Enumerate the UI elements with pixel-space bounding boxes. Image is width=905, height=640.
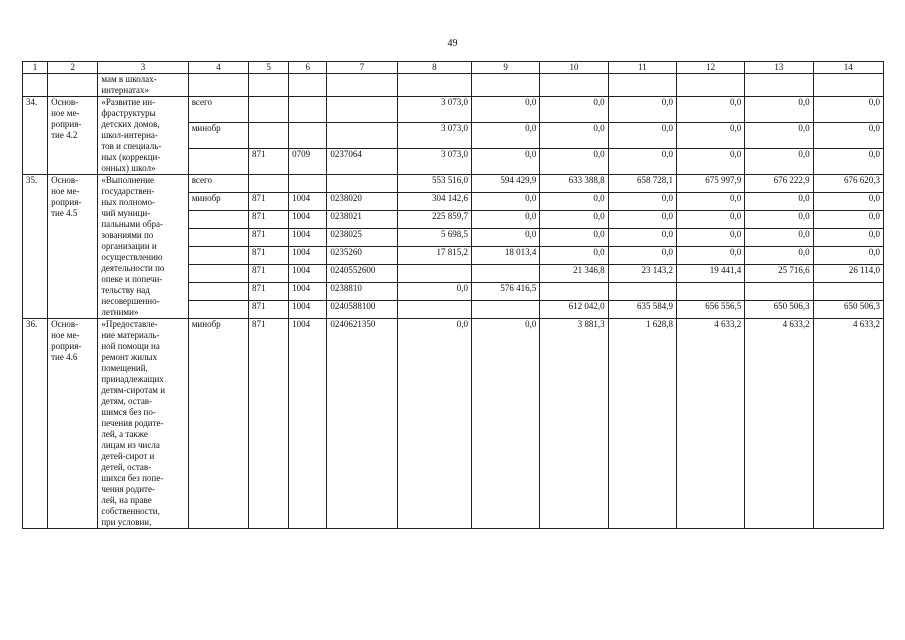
cell-col-10: 633 388,8 — [540, 175, 608, 193]
text-line: организации и — [101, 241, 157, 251]
cell-col-7: 0238810 — [327, 283, 397, 301]
cell-col-5: 871 — [249, 301, 289, 319]
column-number-9: 9 — [472, 62, 540, 74]
cell-col-13: 0,0 — [745, 229, 813, 247]
text-line: «Предоставле- — [101, 319, 158, 329]
cell-col-11: 658 728,1 — [608, 175, 676, 193]
cell-col-7: 0240588100 — [327, 301, 397, 319]
event-description — [98, 97, 188, 175]
cell-col-4 — [188, 247, 248, 265]
empty-cell — [472, 74, 540, 97]
table-row — [23, 175, 884, 193]
cell-col-6: 1004 — [289, 193, 327, 211]
cell-col-9: 0,0 — [472, 123, 540, 149]
cell-col-9 — [472, 301, 540, 319]
text-line: пальными обра- — [101, 219, 164, 229]
cell-col-10: 0,0 — [540, 97, 608, 123]
cell-col-9: 594 429,9 — [472, 175, 540, 193]
cell-col-8: 3 073,0 — [397, 149, 471, 175]
cell-col-12: 656 556,5 — [676, 301, 744, 319]
cell-col-12: 0,0 — [676, 149, 744, 175]
text-line: ных полномо- — [101, 197, 155, 207]
cell-col-11 — [608, 283, 676, 301]
cell-col-9: 0,0 — [472, 97, 540, 123]
cell-col-14: 650 506,3 — [813, 301, 883, 319]
text-line: «Развитие ин- — [101, 97, 156, 107]
column-number-5: 5 — [249, 62, 289, 74]
cell-col-5 — [249, 175, 289, 193]
cell-col-4 — [188, 301, 248, 319]
text-line: печения родите- — [101, 418, 164, 428]
cell-col-10: 612 042,0 — [540, 301, 608, 319]
cell-col-11: 635 584,9 — [608, 301, 676, 319]
cell-col-6 — [289, 175, 327, 193]
text-line: онных) школ» — [101, 163, 156, 173]
column-number-7: 7 — [327, 62, 397, 74]
column-number-13: 13 — [745, 62, 813, 74]
text-line: лицам из числа — [101, 440, 160, 450]
cell-col-4: минобр — [188, 319, 248, 529]
text-line: принадлежащих — [101, 374, 164, 384]
cell-col-8: 304 142,6 — [397, 193, 471, 211]
text-line: помещений, — [101, 363, 148, 373]
event-description — [98, 175, 188, 319]
cell-col-10: 0,0 — [540, 149, 608, 175]
column-number-row — [23, 62, 884, 74]
cell-col-8: 17 815,2 — [397, 247, 471, 265]
cell-col-4: минобр — [188, 193, 248, 211]
text-line: Основ- — [51, 319, 79, 329]
column-number-6: 6 — [289, 62, 327, 74]
empty-cell — [397, 74, 471, 97]
cell-col-14: 26 114,0 — [813, 265, 883, 283]
cell-col-6: 0709 — [289, 149, 327, 175]
text-line: тие 4.5 — [51, 208, 78, 218]
cell-col-13: 676 222,9 — [745, 175, 813, 193]
cell-col-11: 0,0 — [608, 211, 676, 229]
text-line: роприя- — [51, 341, 82, 351]
cell-col-4: всего — [188, 175, 248, 193]
cell-col-7: 0238020 — [327, 193, 397, 211]
text-line: роприя- — [51, 119, 82, 129]
empty-cell — [289, 74, 327, 97]
text-line: тие 4.6 — [51, 352, 78, 362]
event-description — [98, 319, 188, 529]
empty-cell — [608, 74, 676, 97]
text-line: ние материаль- — [101, 330, 160, 340]
cell-col-7 — [327, 97, 397, 123]
cell-col-6: 1004 — [289, 247, 327, 265]
cell-col-11: 0,0 — [608, 193, 676, 211]
column-number-4: 4 — [188, 62, 248, 74]
cell-col-14: 0,0 — [813, 229, 883, 247]
text-line: интернатах» — [101, 85, 150, 95]
cell-col-12: 675 997,9 — [676, 175, 744, 193]
cell-col-7: 0238021 — [327, 211, 397, 229]
cell-col-5: 871 — [249, 319, 289, 529]
cell-col-12: 0,0 — [676, 229, 744, 247]
column-number-2: 2 — [48, 62, 98, 74]
text-line: фраструктуры — [101, 108, 156, 118]
cell-col-6: 1004 — [289, 229, 327, 247]
text-line: мам в школах- — [101, 74, 157, 84]
text-line: при условии, — [101, 517, 152, 527]
cell-col-9 — [472, 265, 540, 283]
cell-col-14: 0,0 — [813, 97, 883, 123]
cell-col-6: 1004 — [289, 211, 327, 229]
cell-col-11: 0,0 — [608, 123, 676, 149]
text-line: шихся без попе- — [101, 473, 164, 483]
row-number: 36. — [23, 319, 48, 529]
cell-col-8: 3 073,0 — [397, 123, 471, 149]
cell-col-14: 0,0 — [813, 149, 883, 175]
cell-col-12 — [676, 283, 744, 301]
empty-cell — [327, 74, 397, 97]
cell-col-11: 0,0 — [608, 247, 676, 265]
cell-col-9: 0,0 — [472, 193, 540, 211]
cell-col-6: 1004 — [289, 301, 327, 319]
cell-col-13: 0,0 — [745, 97, 813, 123]
text-line: чий муници- — [101, 208, 151, 218]
cell-col-13: 4 633,2 — [745, 319, 813, 529]
empty-cell — [540, 74, 608, 97]
cell-col-5: 871 — [249, 193, 289, 211]
cell-col-5: 871 — [249, 265, 289, 283]
cell-col-10: 21 346,8 — [540, 265, 608, 283]
text-line: тов и специаль- — [101, 141, 162, 151]
cell-col-10: 0,0 — [540, 229, 608, 247]
cell-col-7: 0240621350 — [327, 319, 397, 529]
text-line: летними» — [101, 307, 139, 317]
page-number: 49 — [447, 38, 458, 49]
text-line: опеке и попечи- — [101, 274, 163, 284]
cell-col-7: 0238025 — [327, 229, 397, 247]
cell-col-4 — [188, 211, 248, 229]
text-line: ремонт жилых — [101, 352, 158, 362]
continuation-text — [98, 74, 188, 97]
text-line: Основ- — [51, 97, 79, 107]
empty-cell — [745, 74, 813, 97]
cell-col-5: 871 — [249, 283, 289, 301]
text-line: тельству над — [101, 285, 150, 295]
budget-table — [22, 61, 884, 529]
text-line: чения родите- — [101, 484, 155, 494]
cell-col-8: 0,0 — [397, 283, 471, 301]
column-number-10: 10 — [540, 62, 608, 74]
cell-col-13: 0,0 — [745, 123, 813, 149]
cell-col-4 — [188, 283, 248, 301]
text-line: детям-сиротам и — [101, 385, 166, 395]
column-number-12: 12 — [676, 62, 744, 74]
row-number: 35. — [23, 175, 48, 319]
cell-col-8: 0,0 — [397, 319, 471, 529]
cell-col-10: 0,0 — [540, 123, 608, 149]
empty-cell — [48, 74, 98, 97]
text-line: ное ме- — [51, 330, 80, 340]
text-line: тие 4.2 — [51, 130, 78, 140]
column-number-11: 11 — [608, 62, 676, 74]
cell-col-11: 0,0 — [608, 229, 676, 247]
text-line: зованиями по — [101, 230, 154, 240]
cell-col-12: 0,0 — [676, 97, 744, 123]
cell-col-4 — [188, 229, 248, 247]
cell-col-14: 676 620,3 — [813, 175, 883, 193]
text-line: роприя- — [51, 197, 82, 207]
cell-col-5: 871 — [249, 211, 289, 229]
cell-col-6: 1004 — [289, 319, 327, 529]
table-row — [23, 319, 884, 529]
text-line: лей, а также — [101, 429, 148, 439]
text-line: «Выполнение — [101, 175, 155, 185]
cell-col-9: 0,0 — [472, 211, 540, 229]
empty-cell — [813, 74, 883, 97]
cell-col-14: 0,0 — [813, 211, 883, 229]
cell-col-7: 0240552600 — [327, 265, 397, 283]
cell-col-14 — [813, 283, 883, 301]
cell-col-13: 0,0 — [745, 149, 813, 175]
event-name — [48, 175, 98, 319]
cell-col-10: 0,0 — [540, 211, 608, 229]
cell-col-13: 25 716,6 — [745, 265, 813, 283]
text-line: ной помощи на — [101, 341, 160, 351]
cell-col-8: 3 073,0 — [397, 97, 471, 123]
column-number-3: 3 — [98, 62, 188, 74]
cell-col-13: 0,0 — [745, 211, 813, 229]
cell-col-5: 871 — [249, 229, 289, 247]
cell-col-10: 0,0 — [540, 247, 608, 265]
text-line: государствен- — [101, 186, 155, 196]
cell-col-12: 0,0 — [676, 247, 744, 265]
cell-col-7: 0235260 — [327, 247, 397, 265]
cell-col-12: 4 633,2 — [676, 319, 744, 529]
column-number-8: 8 — [397, 62, 471, 74]
cell-col-10 — [540, 283, 608, 301]
cell-col-9: 576 416,5 — [472, 283, 540, 301]
cell-col-14: 0,0 — [813, 247, 883, 265]
text-line: школ-интерна- — [101, 130, 158, 140]
empty-cell — [23, 74, 48, 97]
text-line: ное ме- — [51, 108, 80, 118]
cell-col-6: 1004 — [289, 265, 327, 283]
cell-col-4: всего — [188, 97, 248, 123]
cell-col-14: 4 633,2 — [813, 319, 883, 529]
row-number: 34. — [23, 97, 48, 175]
text-line: лей, на праве — [101, 495, 152, 505]
table-row — [23, 97, 884, 123]
column-number-14: 14 — [813, 62, 883, 74]
cell-col-8: 5 698,5 — [397, 229, 471, 247]
cell-col-4 — [188, 149, 248, 175]
cell-col-4: минобр — [188, 123, 248, 149]
cell-col-7 — [327, 175, 397, 193]
cell-col-13: 650 506,3 — [745, 301, 813, 319]
cell-col-6: 1004 — [289, 283, 327, 301]
text-line: собственности, — [101, 506, 160, 516]
text-line: несовершенно- — [101, 296, 160, 306]
cell-col-8: 225 859,7 — [397, 211, 471, 229]
cell-col-5: 871 — [249, 247, 289, 265]
empty-cell — [188, 74, 248, 97]
cell-col-9: 18 013,4 — [472, 247, 540, 265]
cell-col-9: 0,0 — [472, 149, 540, 175]
cell-col-8 — [397, 301, 471, 319]
cell-col-12: 0,0 — [676, 211, 744, 229]
cell-col-11: 0,0 — [608, 97, 676, 123]
text-line: детей, остав- — [101, 462, 152, 472]
cell-col-10: 0,0 — [540, 193, 608, 211]
cell-col-12: 0,0 — [676, 193, 744, 211]
text-line: детям, остав- — [101, 396, 153, 406]
empty-cell — [249, 74, 289, 97]
cell-col-13: 0,0 — [745, 247, 813, 265]
cell-col-13 — [745, 283, 813, 301]
cell-col-14: 0,0 — [813, 193, 883, 211]
cell-col-12: 0,0 — [676, 123, 744, 149]
cell-col-14: 0,0 — [813, 123, 883, 149]
cell-col-11: 23 143,2 — [608, 265, 676, 283]
text-line: Основ- — [51, 175, 79, 185]
text-line: шимся без по- — [101, 407, 156, 417]
column-number-1: 1 — [23, 62, 48, 74]
empty-cell — [676, 74, 744, 97]
cell-col-8 — [397, 265, 471, 283]
cell-col-13: 0,0 — [745, 193, 813, 211]
text-line: осуществлению — [101, 252, 163, 262]
continuation-row — [23, 74, 884, 97]
cell-col-5 — [249, 123, 289, 149]
cell-col-4 — [188, 265, 248, 283]
cell-col-9: 0,0 — [472, 229, 540, 247]
text-line: деятельности по — [101, 263, 165, 273]
cell-col-12: 19 441,4 — [676, 265, 744, 283]
cell-col-8: 553 516,0 — [397, 175, 471, 193]
cell-col-11: 1 628,8 — [608, 319, 676, 529]
event-name — [48, 97, 98, 175]
text-line: ных (коррекци- — [101, 152, 161, 162]
cell-col-6 — [289, 97, 327, 123]
cell-col-5: 871 — [249, 149, 289, 175]
cell-col-7: 0237064 — [327, 149, 397, 175]
cell-col-5 — [249, 97, 289, 123]
cell-col-11: 0,0 — [608, 149, 676, 175]
text-line: ное ме- — [51, 186, 80, 196]
text-line: детских домов, — [101, 119, 160, 129]
cell-col-6 — [289, 123, 327, 149]
event-name — [48, 319, 98, 529]
cell-col-7 — [327, 123, 397, 149]
text-line: детей-сирот и — [101, 451, 155, 461]
cell-col-9: 0,0 — [472, 319, 540, 529]
cell-col-10: 3 881,3 — [540, 319, 608, 529]
